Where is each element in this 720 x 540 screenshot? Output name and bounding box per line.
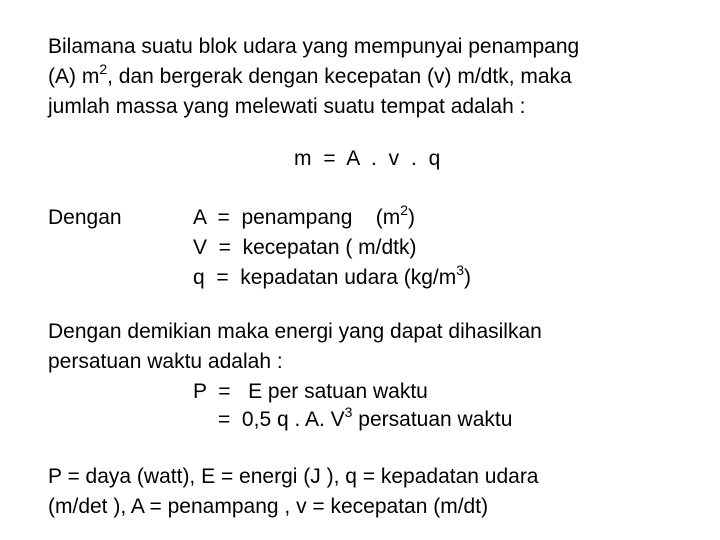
- power-equation-2: [218, 405, 512, 435]
- definitions-label: Dengan: [48, 206, 122, 229]
- intro-line-2-start: (A) m: [48, 65, 100, 88]
- intro-line-2-end: , dan bergerak dengan kecepatan (v) m/dtk, maka: [107, 65, 572, 88]
- definition-close: ): [408, 206, 415, 229]
- power-equation-2-end: persatuan waktu: [352, 408, 513, 431]
- legend-line-2: (m/det ), A = penampang , v = kecepatan (m/dt): [48, 495, 489, 518]
- intro-line-1: Bilamana suatu blok udara yang mempunyai penampang: [48, 35, 580, 58]
- intro-paragraph: [48, 32, 688, 122]
- definition-close: ): [464, 266, 472, 289]
- definition-text: V = kecepatan ( m/dtk): [193, 236, 417, 259]
- intro-line-2-exponent: 2: [99, 61, 108, 77]
- definitions-list: [193, 203, 471, 293]
- definition-text: A = penampang (m: [193, 206, 401, 229]
- energy-line-2: persatuan waktu adalah :: [48, 350, 283, 373]
- legend-paragraph: [48, 462, 688, 522]
- definition-row-density: [193, 263, 471, 293]
- mass-formula: m = A . v . q: [294, 147, 444, 170]
- intro-line-2: [48, 62, 688, 92]
- intro-line-3: jumlah massa yang melewati suatu tempat adalah :: [48, 95, 526, 118]
- definition-exponent: 3: [456, 262, 465, 278]
- definition-row-area: [193, 203, 471, 233]
- definition-text: q = kepadatan udara (kg/m: [193, 266, 457, 289]
- energy-paragraph: [48, 317, 688, 377]
- power-equation-2-start: = 0,5 q . A. V: [218, 408, 345, 431]
- definition-row-velocity: [193, 233, 471, 263]
- energy-line-1: Dengan demikian maka energi yang dapat dihasilkan: [48, 320, 542, 343]
- power-equation-1: P = E per satuan waktu: [193, 380, 428, 403]
- power-equation-2-exponent: 3: [344, 404, 353, 420]
- legend-line-1: P = daya (watt), E = energi (J ), q = kepadatan udara: [48, 465, 539, 488]
- definition-exponent: 2: [400, 202, 408, 218]
